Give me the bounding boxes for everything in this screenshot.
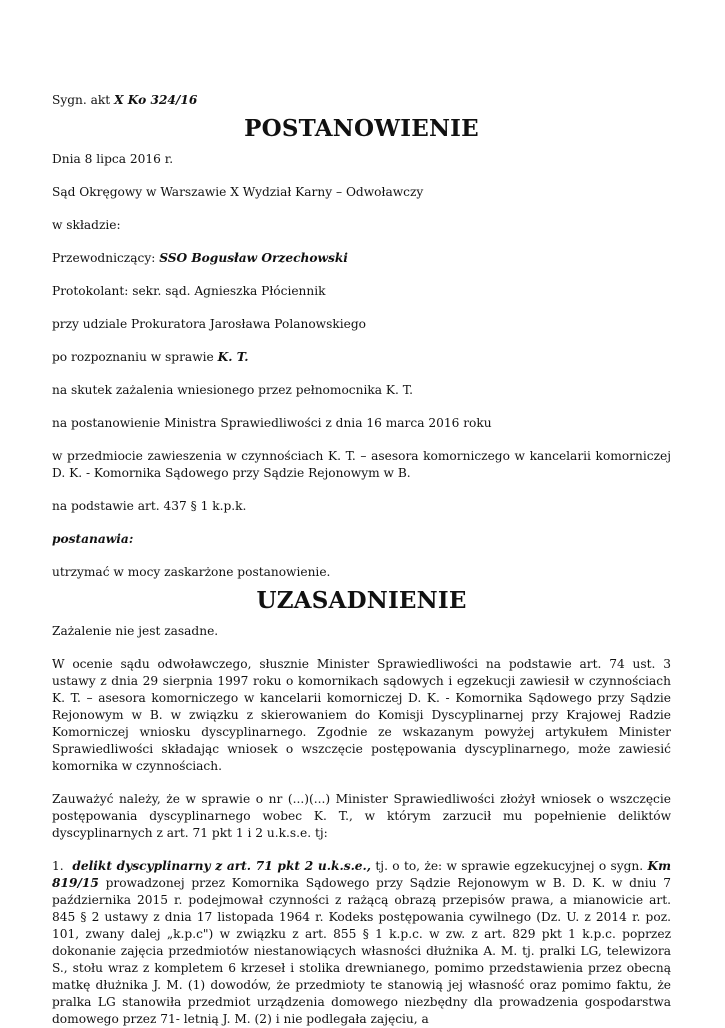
decision-date: Dnia 8 lipca 2016 r.: [52, 152, 174, 166]
case-signature: Sygn. akt X Ko 324/16: [52, 93, 198, 107]
ruling-label: postanawia:: [52, 532, 134, 546]
charge-item-number: 1.: [52, 859, 64, 873]
case-line: po rozpoznaniu w sprawie K. T.: [52, 350, 249, 364]
chair-name: SSO Bogusław Orzechowski: [159, 251, 348, 265]
justification-paragraph-3: Zauważyć należy, że w sprawie o nr (...)(...) Minister Sprawiedliwości złożył wniosek o wszczęcie postępowania dyscyplinarnego wobec K. T., w którym zarzucił mu popełnienie deliktów dyscyplinarnych z art. 71 pkt 1 i 2 u.k.s.e. tj:: [52, 792, 671, 840]
enforcement-case-signature: Km 819/15: [52, 859, 672, 890]
case-party: K. T.: [217, 350, 249, 364]
page-title: POSTANOWIENIE: [244, 115, 479, 142]
prosecutor-line: przy udziale Prokuratora Jarosława Polanowskiego: [52, 317, 366, 331]
clerk-line: Protokolant: sekr. sąd. Agnieszka Płóciennik: [52, 284, 326, 298]
complaint-line: na skutek zażalenia wniesionego przez pełnomocnika K. T.: [52, 383, 413, 397]
ruling-text: utrzymać w mocy zaskarżone postanowienie.: [52, 565, 331, 579]
court-name: Sąd Okręgowy w Warszawie X Wydział Karny – Odwoławczy: [52, 185, 424, 199]
legal-basis-line: na podstawie art. 437 § 1 k.p.k.: [52, 499, 247, 513]
chair-line: Przewodniczący: SSO Bogusław Orzechowski: [52, 251, 348, 265]
composition-label: w składzie:: [52, 218, 121, 232]
charge-item-1: 1. delikt dyscyplinarny z art. 71 pkt 2 u.k.s.e., tj. o to, że: w sprawie egzekucyjnej o sygn. Km 819/15 prowadzonej przez Komornika Sądowego przy Sądzie Rejonowym w B. D. K. w dniu 7 października 2015 r. podejmował czynności z rażącą obrazą przepisów prawa, a mianowicie art. 845 § 2 ustawy z dnia 17 listopada 1964 r. Kodeks postępowania cywilnego (Dz. U. z 2014 r. poz. 101, zwany dalej „k.p.c") w związku z art. 855 § 1 k.p.c. w zw. z art. 829 pkt 1 k.p.c. poprzez dokonanie zajęcia przedmiotów niestanowiących własności dłużnika A. M. tj. pralki LG, telewizora S., stołu wraz z kompletem 6 krzeseł i stolika drewnianego, pomimo przedstawienia przez obecną matkę dłużnika J. M. (1) dowodów, że przedmioty te stanowią jej własność oraz pomimo faktu, że pralka LG stanowiła przedmiot urządzenia domowego niezbędny dla prowadzenia gospodarstwa domowego przez 71- letnią J. M. (2) i nie podlegała zajęciu, a: [52, 859, 672, 1026]
subject-line: w przedmiocie zawieszenia w czynnościach K. T. – asesora komorniczego w kancelarii komorniczej D. K. - Komornika Sądowego przy Sądzie Rejonowym w B.: [52, 449, 671, 480]
case-signature-value: X Ko 324/16: [114, 93, 198, 107]
charge-item-title: delikt dyscyplinarny z art. 71 pkt 2 u.k.s.e.,: [72, 859, 372, 873]
decision-reference-line: na postanowienie Ministra Sprawiedliwości z dnia 16 marca 2016 roku: [52, 416, 492, 430]
justification-paragraph-1: Zażalenie nie jest zasadne.: [52, 624, 219, 638]
justification-paragraph-2: W ocenie sądu odwoławczego, słusznie Minister Sprawiedliwości na podstawie art. 74 ust. 3 ustawy z dnia 29 sierpnia 1997 roku o komornikach sądowych i egzekucji zawiesił w czynnościach K. T. – asesora komorniczego w kancelarii komorniczej D. K. - Komornika Sądowego przy Sądzie Rejonowym w B. w związku z skierowaniem do Komisji Dyscyplinarnej przy Krajowej Radzie Komorniczej wniosku dyscyplinarnego. Zgodnie ze wskazanym powyżej artykułem Minister Sprawiedliwości składając wniosek o wszczęcie postępowania dyscyplinarnego, może zawiesić komornika w czynnościach.: [52, 657, 671, 773]
justification-title: UZASADNIENIE: [256, 587, 467, 614]
